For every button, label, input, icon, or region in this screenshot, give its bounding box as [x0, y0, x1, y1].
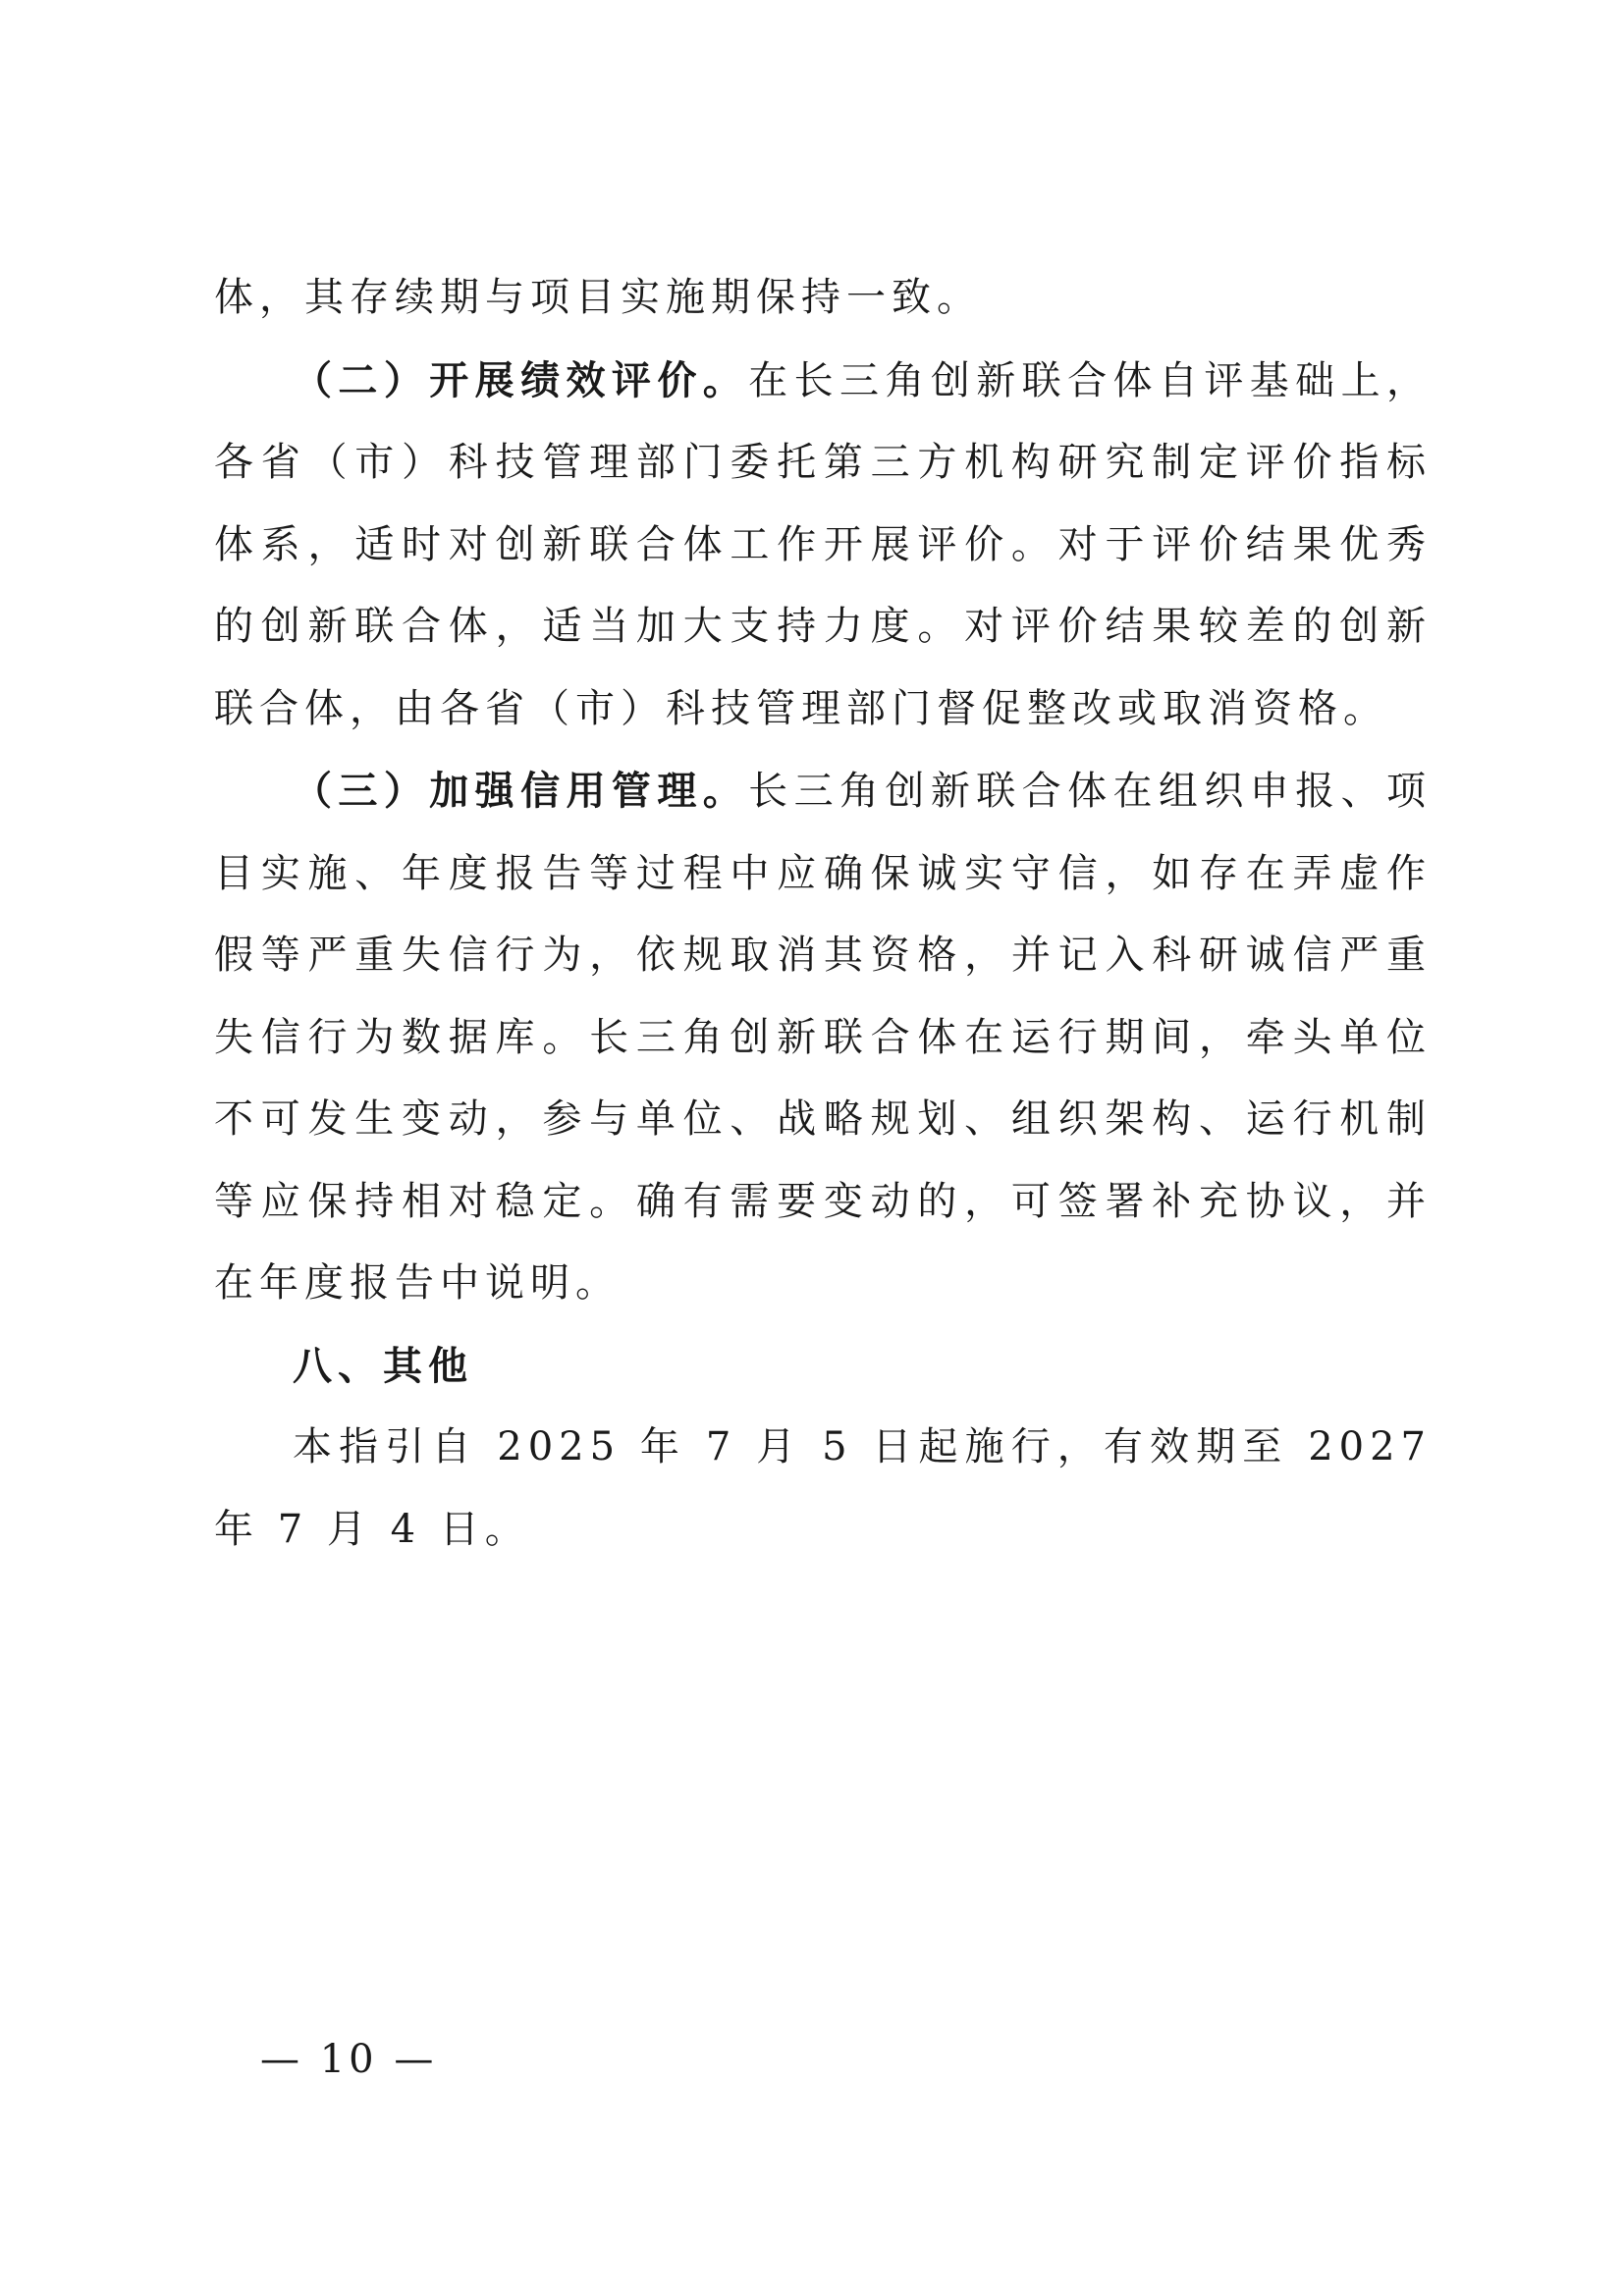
section-paragraph	[214, 1407, 1432, 1571]
page-number: — 10 —	[260, 2037, 438, 2082]
paragraph-text: 体，其存续期与项目实施期保持一致。	[214, 275, 982, 320]
continuation-paragraph	[214, 257, 1432, 340]
document-body	[214, 257, 1432, 1571]
paragraph-heading: （三）加强信用管理。	[293, 768, 749, 814]
paragraph-heading: （二）开展绩效评价。	[293, 356, 749, 403]
paragraph-text: 本指引自 2025 年 7 月 5 日起施行，有效期至 2027 年 7 月 4 日。	[214, 1424, 1432, 1552]
paragraph-performance-evaluation	[214, 340, 1432, 751]
paragraph-text: 长三角创新联合体在组织申报、项目实施、年度报告等过程中应确保诚实守信，如存在弄虚作假等严重失信行为，依规取消其资格，并记入科研诚信严重失信行为数据库。长三角创新联合体在运行期间，牵头单位不可发生变动，参与单位、战略规划、组织架构、运行机制等应保持相对稳定。确有需要变动的，可签署补充协议，并在年度报告中说明。	[214, 769, 1433, 1306]
paragraph-text: 在长三角创新联合体自评基础上，各省（市）科技管理部门委托第三方机构研究制定评价指标体系，适时对创新联合体工作开展评价。对于评价结果优秀的创新联合体，适当加大支持力度。对评价结果较差的创新联合体，由各省（市）科技管理部门督促整改或取消资格。	[214, 357, 1433, 731]
section-title: 八、其他	[293, 1342, 473, 1389]
paragraph-credit-management	[214, 750, 1432, 1325]
